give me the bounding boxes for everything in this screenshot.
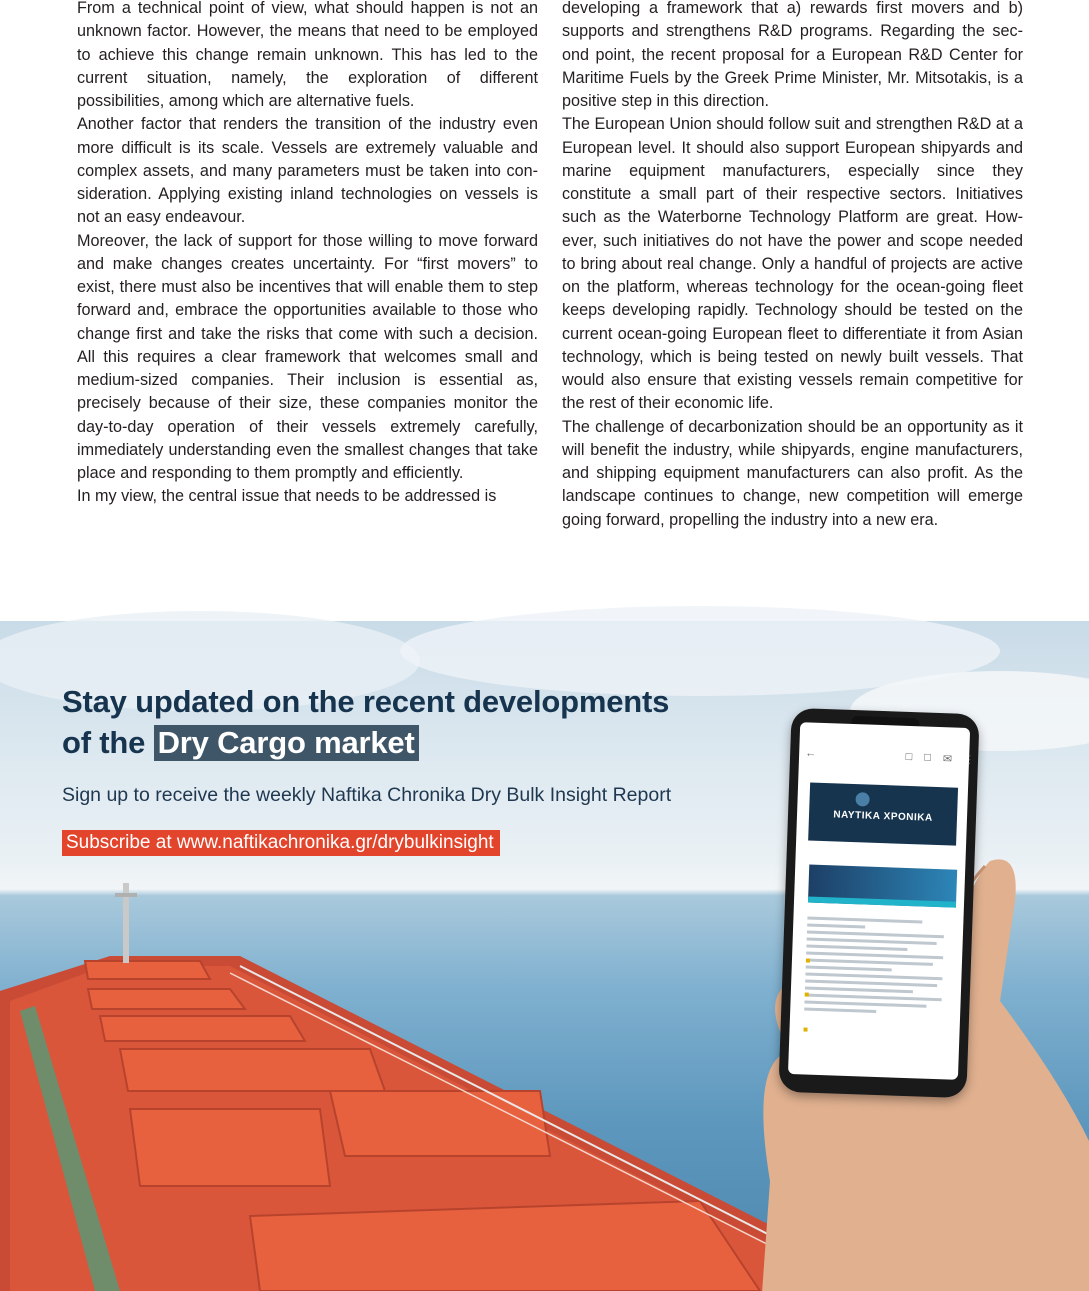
email-toolbar (799, 742, 976, 770)
subscribe-link[interactable]: Subscribe at www.naftikachronika.gr/drybulkinsight (62, 830, 500, 856)
ad-subtitle: Sign up to receive the weekly Naftika Chronika Dry Bulk Insight Report (62, 784, 672, 806)
newsletter-banner (808, 783, 958, 846)
paragraph: Moreover, the lack of support for those willing to move forward and make changes creates uncertainty. For “first movers” to exist, there must also be incentives that will enable them to step forward and, embrace the opportunities available to those who change first and take the risks that come with such a decision. All this requires a clear framework that welcomes small and medium-sized companies. Their inclusion is essential as, precisely because of their size, these companies monitor the day-to-day operation of their vessels extremely carefully, immediately understanding even the smallest changes that take place and responding to them promptly and efficiently. (77, 231, 538, 482)
more-icon: ⋮ (963, 753, 976, 766)
paragraph: The European Union should follow suit and strengthen R&D at a European level. It should also support European shipyards and marine equipment manufacturers, especially since they constitute a small part of their respective sectors. Initiatives such as the Waterborne Technology Platform are great. However, such initiatives do not have the power and scope needed to bring about real change. Only a handful of projects are active on the platform, whereas technology for the ocean-going fleet keeps developing rapidly. Technology should be tested on the current ocean-going European fleet to differentiate it from Asian technology, which is being tested on newly built vessels. That would also ensure that existing vessels remain competitive for the rest of their economic life. (562, 115, 1023, 413)
paragraph: From a technical point of view, what should happen is not an unknown factor. However, the means that need to be employed to achieve this change remain unknown. This has led to the current situation, namely, the exploration of different possibilities, among which are alternative fuels. (77, 0, 538, 110)
bullet-icon (803, 1027, 807, 1031)
smartphone (778, 708, 979, 1098)
phone-screen (788, 722, 976, 1080)
paragraph: developing a framework that a) rewards first movers and b) supports and strengthens R&D programs. Regarding the second point, the recent proposal for a European R&D Center for Maritime Fuels by the Greek Prime Minister, Mr. Mitsotakis, is a positive step in this direction. (562, 0, 1023, 110)
article-column-left (77, 0, 538, 509)
headline-prefix: of the (62, 725, 146, 760)
archive-icon: □ (905, 750, 913, 764)
bullet-icon (806, 958, 810, 962)
ad-headline (62, 681, 669, 763)
headline-line-1: Stay updated on the recent developments (62, 684, 670, 719)
paragraph: In my view, the central issue that needs to be addressed is (77, 487, 497, 506)
mail-icon: ✉ (942, 752, 953, 765)
newsletter-brand: ΝΑΥΤΙΚΑ ΧΡΟΝΙΚΑ (833, 809, 933, 824)
article-column-right (562, 0, 1023, 532)
delete-icon: □ (924, 751, 932, 764)
back-arrow-icon: ← (804, 747, 817, 760)
headline-highlight: Dry Cargo market (154, 725, 419, 761)
bullet-icon (805, 992, 809, 996)
brand-logo-icon (855, 792, 869, 806)
paragraph: Another factor that renders the transition of the industry even more difficult is its scale. Vessels are extremely valuable and complex assets, and many parameters must be taken into consideration. Applying existing inland technologies on vessels is not an easy endeavour. (77, 115, 538, 227)
paragraph: The challenge of decarbonization should be an opportunity as it will benefit the industry, while shipyards, engine manufacturers, and shipping equipment manufacturers can also profit. As the landscape continues to change, new competition will emerge going forward, propelling the industry into a new era. (562, 417, 1023, 529)
newsletter-advertisement-image (808, 865, 957, 908)
subscription-advertisement (0, 621, 1089, 1291)
newsletter-body-lines (804, 913, 951, 1020)
